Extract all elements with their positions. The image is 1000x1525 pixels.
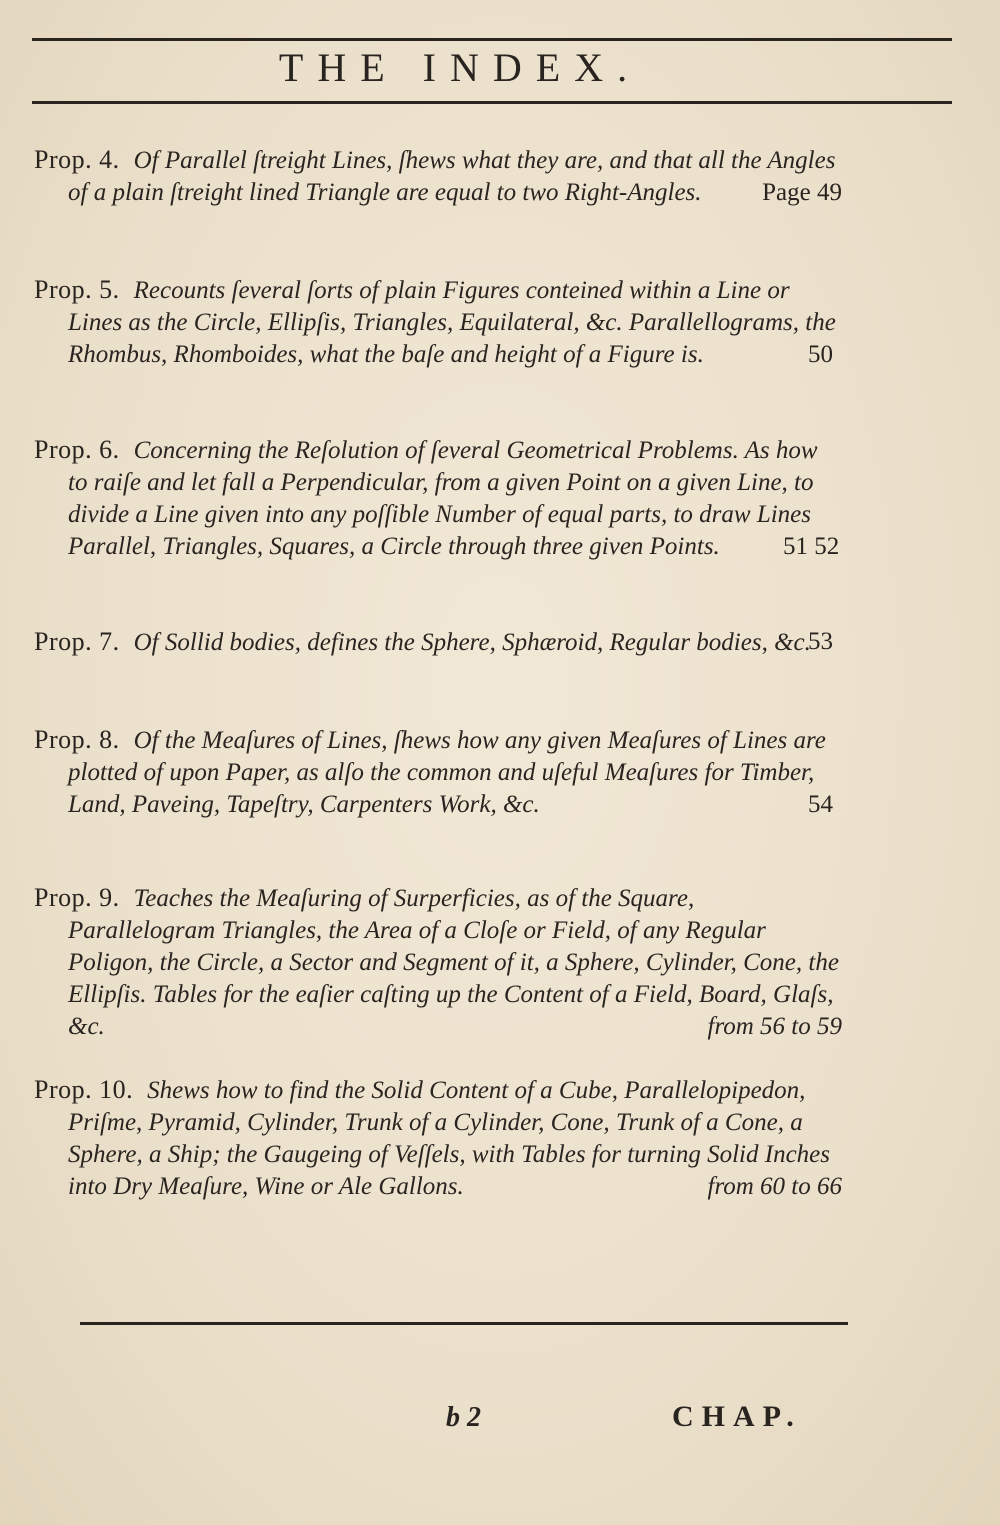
entry-body xyxy=(34,434,842,563)
entry-number: Prop. 6. xyxy=(34,435,120,464)
index-entry-prop-10 xyxy=(34,1074,842,1203)
entry-body xyxy=(34,1074,842,1203)
entry-page: from 60 to 66 xyxy=(707,1173,842,1200)
entry-text: Of Parallel ſtreight Lines, ſhews what they are, and that all the Angles of a plain ſtreight lined Triangle are equal to two Right-Angles. xyxy=(68,147,836,206)
entry-number: Prop. 4. xyxy=(34,145,120,174)
entry-number: Prop. 7. xyxy=(34,627,120,656)
entry-page: Page 49 xyxy=(762,179,842,206)
index-entry-prop-6 xyxy=(34,434,842,563)
entry-body: Prop. 8. Of the Meaſures of Lines, ſhews how any given Meaſures of Lines are plotted of upon Paper, as alſo the common and uſeful Meaſures for Timber, Land, Paveing, Tapeſtry, Carpenters Work, &c. 54 xyxy=(34,725,833,818)
entry-text: Recounts ſeveral ſorts of plain Figures conteined within a Line or Lines as the Circle, Ellipſis, Triangles, Equilateral, &c. Parallellograms, the Rhombus, Rhomboides, what the baſe and height of a Figure is. xyxy=(68,277,836,368)
entry-number: Prop. 8. xyxy=(34,725,120,754)
header-bottom-rule xyxy=(32,101,952,104)
entry-body: Prop. 7. Of Sollid bodies, defines the Sphere, Sphæroid, Regular bodies, &c. 53 xyxy=(34,627,833,656)
catchword: CHAP. xyxy=(672,1400,802,1433)
entry-body xyxy=(34,882,842,1043)
entry-number: Prop. 9. xyxy=(34,883,120,912)
entry-text: Of the Meaſures of Lines, ſhews how any given Meaſures of Lines are plotted of upon Paper, as alſo the common and uſeful Meaſures for Timber, Land, Paveing, Tapeſtry, Carpenters Work, &c. xyxy=(68,727,826,818)
index-entry-prop-7 xyxy=(34,626,842,659)
index-entry-prop-5 xyxy=(34,274,842,371)
entry-text: Shews how to find the Solid Content of a Cube, Parallelopipedon, Priſme, Pyramid, Cylinder, Trunk of a Cylinder, Cone, Trunk of a Cone, a Sphere, a Ship; the Gaugeing of Veſſels, with Tables for turning Solid Inches into Dry Meaſure, Wine or Ale Gallons. xyxy=(68,1077,830,1200)
entry-text: Teaches the Meaſuring of Surperficies, as of the Square, Parallelogram Triangles, the Area of a Cloſe or Field, of any Regular Poligon, the Circle, a Sector and Segment of it, a Sphere, Cylinder, Cone, the Ellipſis. Tables for the eaſier caſting up the Content of a Field, Board, Glaſs, &c. xyxy=(68,885,839,1040)
entry-number: Prop. 10. xyxy=(34,1075,134,1104)
index-entry-prop-4 xyxy=(34,144,842,209)
entry-page: from 56 to 59 xyxy=(707,1013,842,1040)
entry-page: 51 52 xyxy=(783,533,840,560)
entry-number: Prop. 5. xyxy=(34,275,120,304)
index-entry-prop-8 xyxy=(34,724,842,821)
footer-rule xyxy=(80,1322,848,1325)
entry-body xyxy=(34,144,842,209)
index-entry-prop-9 xyxy=(34,882,842,1043)
entry-text: Of Sollid bodies, defines the Sphere, Sphæroid, Regular bodies, &c. xyxy=(133,629,811,656)
page-title: THE INDEX. xyxy=(278,45,642,90)
entry-text: Concerning the Reſolution of ſeveral Geometrical Problems. As how to raiſe and let fall a Perpendicular, from a given Point on a given Line, to divide a Line given into any poſſible Number of equal parts, to draw Lines Parallel, Triangles, Squares, a Circle through three given Points. xyxy=(68,437,818,560)
signature-mark: b 2 xyxy=(446,1402,481,1433)
entry-body: Prop. 5. Recounts ſeveral ſorts of plain Figures conteined within a Line or Lines as the Circle, Ellipſis, Triangles, Equilateral, &c. Parallellograms, the Rhombus, Rhomboides, what the baſe and height of a Figure is. 50 xyxy=(34,275,836,368)
